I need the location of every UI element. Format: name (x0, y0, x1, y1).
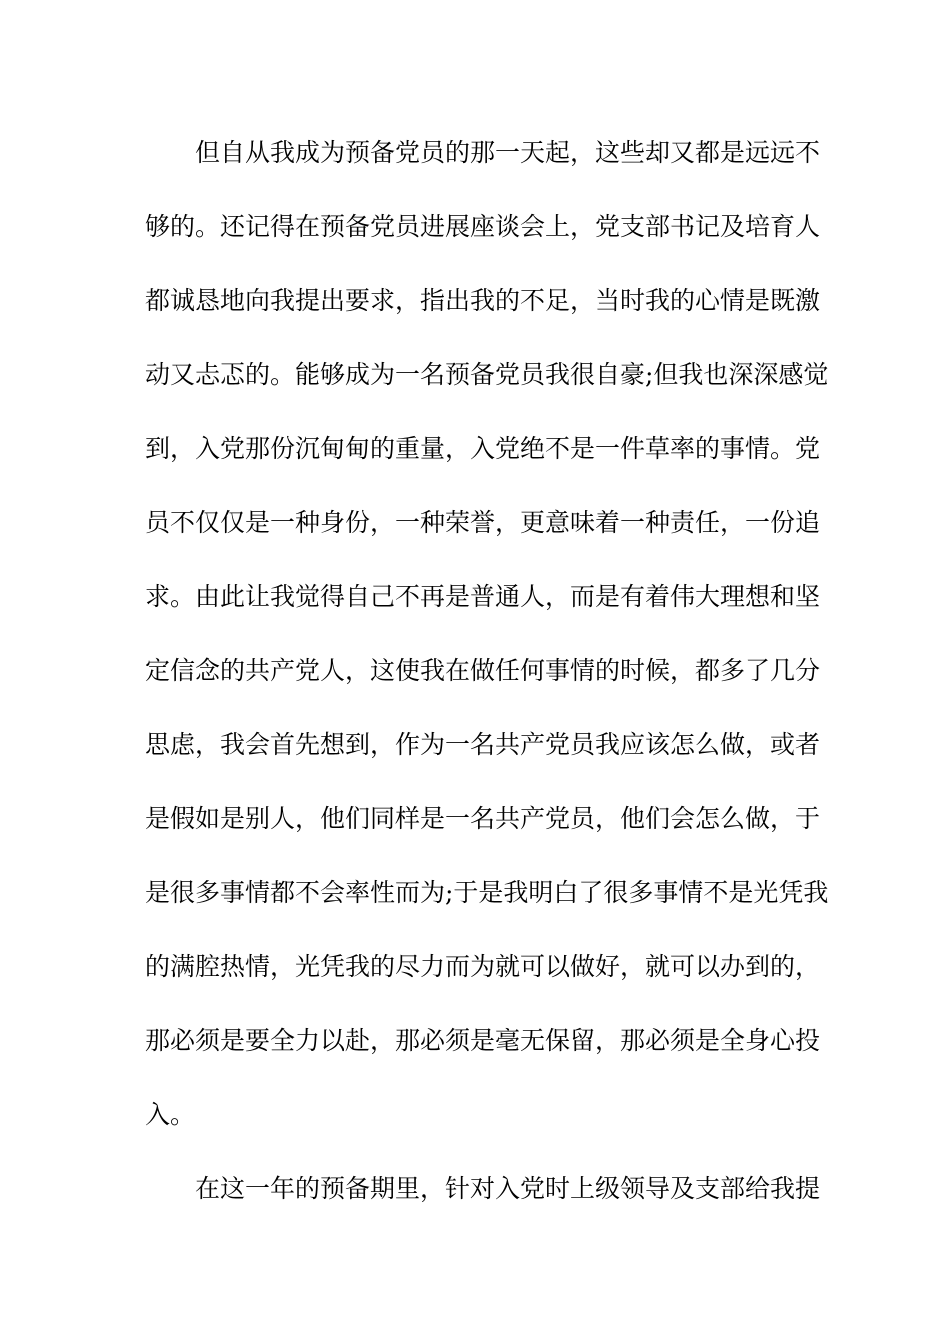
paragraph-line: 是假如是别人，他们同样是一名共产党员，他们会怎么做，于 (145, 804, 821, 833)
paragraph-line: 定信念的共产党人，这使我在做任何事情的时候，都多了几分 (145, 656, 821, 685)
paragraph-line: 但自从我成为预备党员的那一天起，这些却又都是远远不 (195, 138, 821, 167)
paragraph-line: 的满腔热情，光凭我的尽力而为就可以做好，就可以办到的， (145, 952, 821, 981)
body-text (145, 126, 829, 1236)
paragraph-line: 动又忐忑的。能够成为一名预备党员我很自豪;但我也深深感觉 (145, 360, 829, 389)
paragraph-line: 员不仅仅是一种身份，一种荣誉，更意味着一种责任，一份追 (145, 508, 821, 537)
paragraph-line: 到，入党那份沉甸甸的重量，入党绝不是一件草率的事情。党 (145, 434, 821, 463)
paragraph-line: 思虑，我会首先想到，作为一名共产党员我应该怎么做，或者 (145, 730, 821, 759)
paragraph-line: 都诚恳地向我提出要求，指出我的不足，当时我的心情是既激 (145, 286, 821, 315)
paragraph-line: 是很多事情都不会率性而为;于是我明白了很多事情不是光凭我 (145, 878, 829, 907)
paragraph-line: 入。 (145, 1100, 196, 1129)
paragraph-line: 那必须是要全力以赴，那必须是毫无保留，那必须是全身心投 (145, 1026, 821, 1055)
paragraph-line: 求。由此让我觉得自己不再是普通人，而是有着伟大理想和坚 (145, 582, 821, 611)
paragraph-line: 在这一年的预备期里，针对入党时上级领导及支部给我提 (195, 1174, 821, 1203)
paragraph-line: 够的。还记得在预备党员进展座谈会上，党支部书记及培育人 (145, 212, 821, 241)
